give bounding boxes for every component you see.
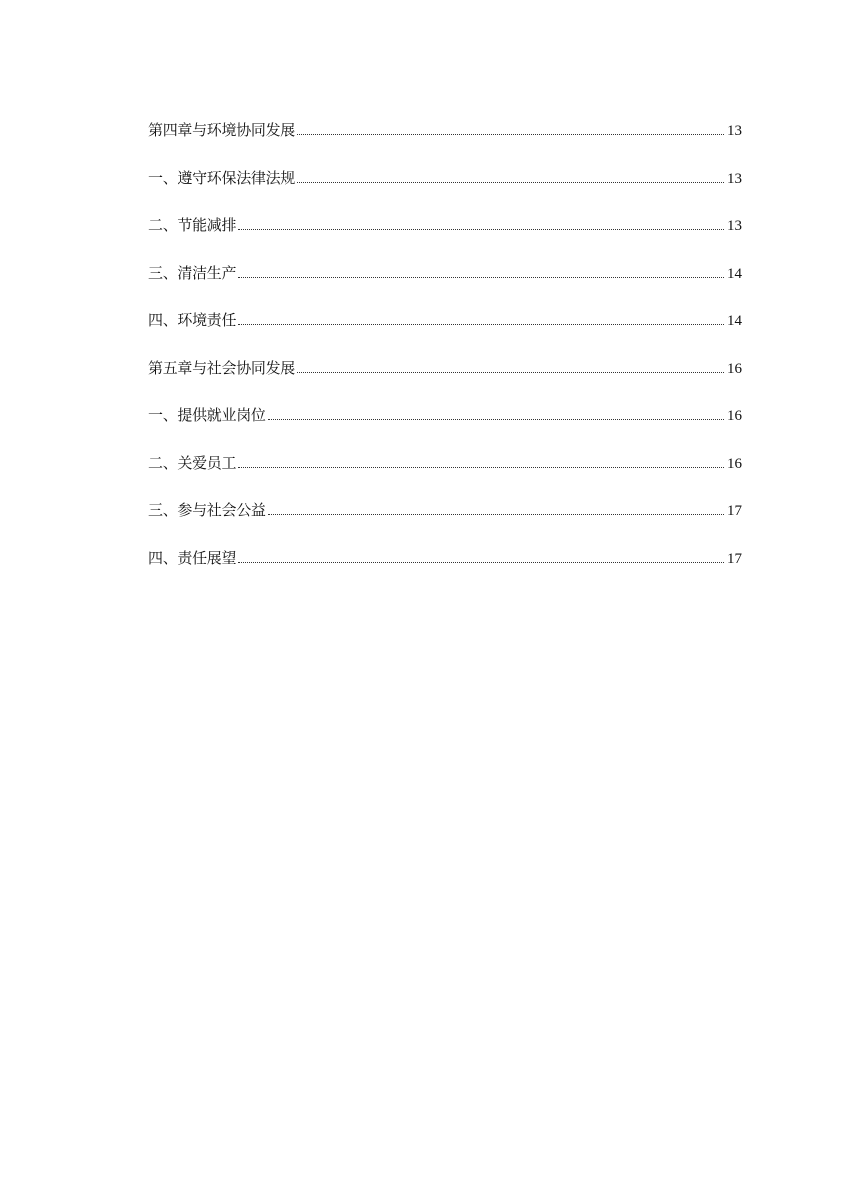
toc-entry-title: 三、参与社会公益 [148, 501, 266, 519]
toc-entry-page-number: 16 [727, 455, 742, 472]
toc-entry-page-number: 17 [727, 550, 742, 567]
toc-entry-page-number: 13 [727, 218, 742, 234]
toc-entry-environmental-responsibility[interactable] [148, 308, 742, 356]
toc-entry-clean-production[interactable] [148, 261, 742, 309]
toc-entry-title: 第五章与社会协同发展 [148, 358, 296, 377]
dot-leader [268, 418, 724, 420]
toc-entry-chapter-5[interactable] [148, 356, 742, 404]
toc-entry-title: 四、环境责任 [148, 311, 237, 329]
toc-entry-title: 二、关爱员工 [148, 453, 237, 472]
toc-entry-responsibility-outlook[interactable] [148, 546, 742, 594]
dot-leader [238, 228, 724, 230]
toc-entry-title: 第四章与环境协同发展 [148, 121, 296, 139]
toc-entry-title: 一、提供就业岗位 [148, 406, 266, 424]
toc-entry-provide-jobs[interactable] [148, 403, 742, 451]
toc-entry-page-number: 13 [727, 170, 742, 187]
toc-entry-title: 二、节能减排 [148, 216, 237, 234]
toc-entry-comply-environmental-laws[interactable] [148, 166, 742, 214]
dot-leader [238, 561, 724, 563]
table-of-contents [148, 118, 742, 593]
toc-entry-page-number: 14 [727, 313, 742, 329]
toc-entry-public-welfare[interactable] [148, 498, 742, 546]
toc-entry-chapter-4[interactable] [148, 118, 742, 166]
toc-entry-title: 一、遵守环保法律法规 [148, 168, 296, 187]
toc-entry-title: 三、清洁生产 [148, 263, 237, 282]
dot-leader [297, 371, 724, 373]
toc-entry-page-number: 16 [727, 408, 742, 424]
toc-entry-page-number: 13 [727, 123, 742, 139]
dot-leader [297, 181, 724, 183]
dot-leader [297, 133, 724, 135]
toc-entry-title: 四、责任展望 [148, 548, 237, 567]
dot-leader [238, 466, 724, 468]
toc-entry-energy-saving[interactable] [148, 213, 742, 261]
toc-entry-page-number: 14 [727, 265, 742, 282]
dot-leader [238, 276, 724, 278]
dot-leader [268, 513, 724, 515]
toc-entry-page-number: 17 [727, 503, 742, 519]
toc-entry-care-for-employees[interactable] [148, 451, 742, 499]
toc-entry-page-number: 16 [727, 360, 742, 377]
dot-leader [238, 323, 724, 325]
